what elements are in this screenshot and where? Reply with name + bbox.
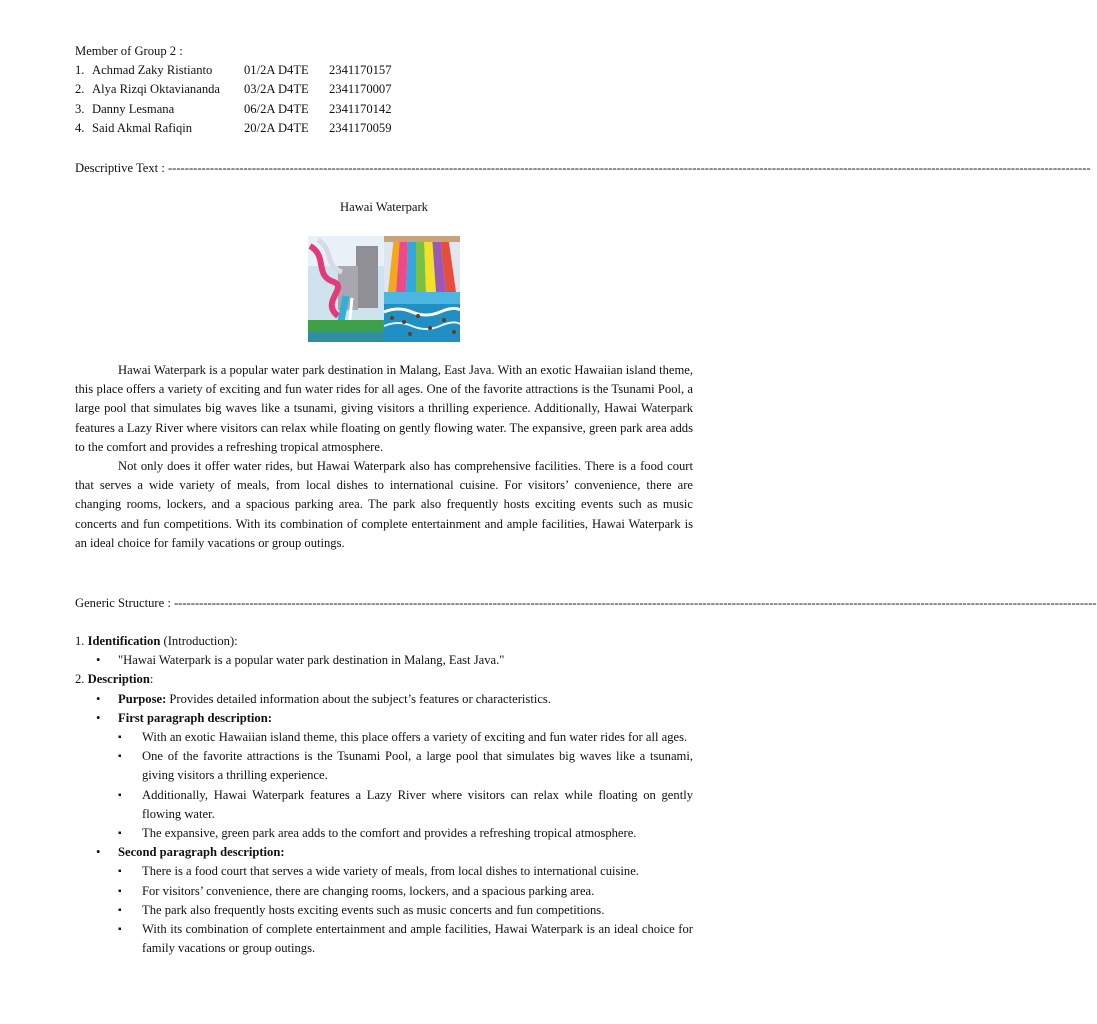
description-heading	[75, 670, 693, 689]
first-paragraph-item	[75, 709, 693, 728]
list-item: ▪ One of the favorite attractions is the Tsunami Pool, a large pool that simulates big waves like a tsunami, giving visitors a thrilling experience.	[75, 747, 693, 785]
member-class: 06/2A D4TE	[244, 101, 309, 116]
descriptive-text-label: Descriptive Text :	[75, 161, 168, 175]
identification-title: Identification	[87, 634, 161, 648]
member-row	[75, 61, 392, 80]
identification-suffix: (Introduction):	[160, 634, 238, 648]
page-title: Hawai Waterpark	[340, 200, 428, 214]
dashed-rule: ----------------------------------------------------------------------------------------------------------------------------------------------------------------------------------------------------------------------------	[167, 161, 1091, 175]
identification-quote: • "Hawai Waterpark is a popular water park destination in Malang, East Java."	[75, 651, 693, 670]
second-paragraph-header	[75, 843, 693, 862]
list-item: ▪ The park also frequently hosts exciting events such as music concerts and fun competitions.	[75, 901, 693, 920]
descriptive-body	[75, 361, 693, 553]
member-class: 03/2A D4TE	[244, 82, 309, 97]
group-members	[75, 42, 392, 138]
first-paragraph-label: First paragraph description:	[118, 710, 272, 725]
member-name: Achmad Zaky Ristianto	[92, 63, 213, 78]
member-id: 2341170059	[329, 120, 392, 135]
identification-list	[75, 651, 693, 670]
member-number: 2.	[75, 82, 85, 97]
identification-heading	[75, 632, 693, 651]
member-row	[75, 119, 392, 138]
generic-structure-list	[75, 632, 693, 958]
member-number: 3.	[75, 101, 85, 116]
item-number: 2.	[75, 672, 88, 687]
list-item: ▪ Additionally, Hawai Waterpark features a Lazy River where visitors can relax while floating on gently flowing water.	[75, 786, 693, 824]
generic-structure-label: Generic Structure :	[75, 596, 174, 610]
group-heading: Member of Group 2 :	[75, 44, 183, 58]
member-id: 2341170007	[329, 82, 392, 97]
dashed-rule: ----------------------------------------------------------------------------------------------------------------------------------------------------------------------------------------------------------------------------	[173, 596, 1097, 610]
list-item: ▪ For visitors’ convenience, there are changing rooms, lockers, and a spacious parking area.	[75, 882, 693, 901]
member-name: Said Akmal Rafiqin	[92, 120, 193, 135]
descriptive-text-heading	[75, 159, 1091, 178]
paragraph-two: Not only does it offer water rides, but Hawai Waterpark also has comprehensive facilities. There is a food court that serves a wide variety of meals, from local dishes to international cuisine. For visitors’ convenience, there are changing rooms, lockers, and a spacious parking area. The park also frequently hosts exciting events such as music concerts and fun competitions. With its combination of complete entertainment and ample facilities, Hawai Waterpark is an ideal choice for family vacations or group outings.	[75, 459, 693, 550]
member-name: Danny Lesmana	[92, 101, 175, 116]
second-paragraph-list	[75, 862, 693, 958]
member-row	[75, 100, 392, 119]
member-class: 01/2A D4TE	[244, 63, 309, 78]
generic-structure-heading	[75, 594, 1097, 613]
paragraph-one: Hawai Waterpark is a popular water park destination in Malang, East Java. With an exotic Hawaiian island theme, this place offers a variety of exciting and fun water rides for all ages. One of the favorite attractions is the Tsunami Pool, a large pool that simulates big waves like a tsunami, giving visitors a thrilling experience. Additionally, Hawai Waterpark features a Lazy River where visitors can relax while floating on gently flowing water. The expansive, green park area adds to the comfort and provides a refreshing tropical atmosphere.	[75, 363, 693, 454]
member-number: 1.	[75, 63, 85, 78]
member-row	[75, 80, 392, 99]
list-item: ▪ The expansive, green park area adds to the comfort and provides a refreshing tropical atmosphere.	[75, 824, 693, 843]
purpose-text: Provides detailed information about the subject’s features or characteristics.	[166, 691, 551, 706]
second-paragraph-item	[75, 843, 693, 862]
member-class: 20/2A D4TE	[244, 120, 309, 135]
description-list	[75, 690, 693, 728]
list-item: ▪ There is a food court that serves a wide variety of meals, from local dishes to international cuisine.	[75, 862, 693, 881]
description-suffix: :	[149, 672, 154, 687]
member-number: 4.	[75, 120, 85, 135]
member-id: 2341170157	[329, 63, 392, 78]
waterpark-photo-collage	[308, 236, 460, 342]
list-item: ▪ With its combination of complete entertainment and ample facilities, Hawai Waterpark is an ideal choice for family vacations or group outings.	[75, 920, 693, 958]
member-name: Alya Rizqi Oktaviananda	[92, 82, 220, 97]
second-paragraph-label: Second paragraph description:	[118, 845, 285, 860]
purpose-label: Purpose:	[118, 691, 167, 706]
item-number: 1.	[75, 634, 88, 648]
description-title: Description	[87, 672, 150, 687]
first-paragraph-list	[75, 728, 693, 843]
member-id: 2341170142	[329, 101, 392, 116]
purpose-item	[75, 690, 693, 709]
list-item: ▪ With an exotic Hawaiian island theme, this place offers a variety of exciting and fun water rides for all ages.	[75, 728, 693, 747]
